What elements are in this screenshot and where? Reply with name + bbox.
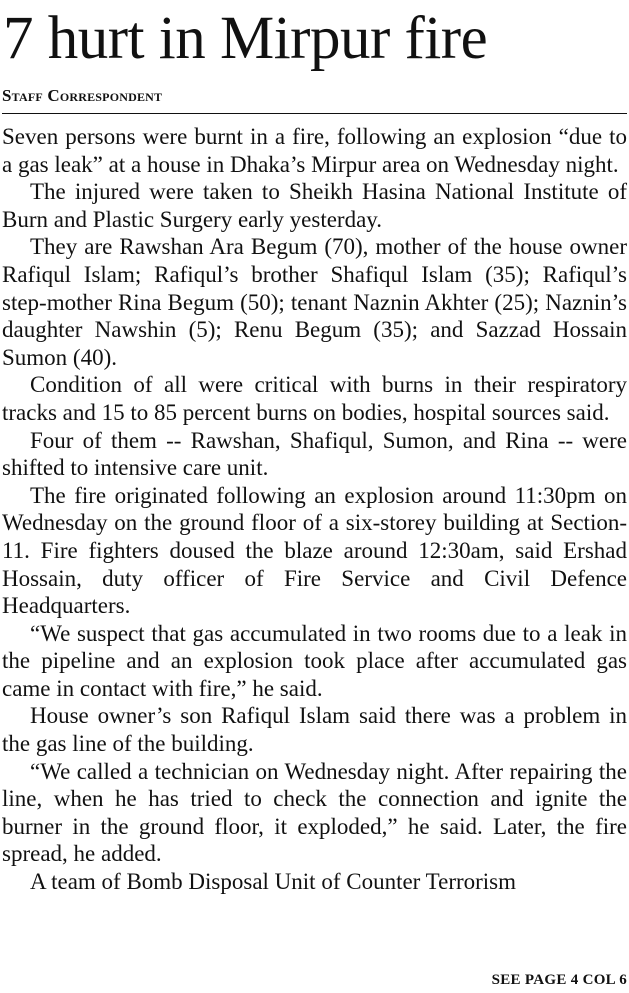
paragraph-7: “We suspect that gas accumulated in two rooms due to a leak in the pipeline and an explosion took place after accumulated gas came in contact with fire,” he said. <box>2 620 627 701</box>
headline: 7 hurt in Mirpur fire <box>3 5 488 72</box>
continuation-note: SEE PAGE 4 COL 6 <box>491 972 627 988</box>
paragraph-9: “We called a technician on Wednesday night. After repairing the line, when he has tried to check the connection and ignite the burner in the ground floor, it exploded,” he said. Later, the fire spread, he added. <box>2 758 627 867</box>
byline-divider <box>2 113 627 114</box>
paragraph-2: The injured were taken to Sheikh Hasina National Institute of Burn and Plastic Surgery early yesterday. <box>2 179 627 232</box>
byline: Staff Correspondent <box>2 86 163 105</box>
paragraph-1: Seven persons were burnt in a fire, following an explosion “due to a gas leak” at a house in Dhaka’s Mirpur area on Wednesday night. <box>2 124 627 177</box>
paragraph-6: The fire originated following an explosion around 11:30pm on Wednesday on the ground floor of a six-storey building at Section-11. Fire fighters doused the blaze around 12:30am, said Ershad Hossain, duty officer of Fire Service and Civil Defence Headquarters. <box>2 482 627 619</box>
paragraph-10: A team of Bomb Disposal Unit of Counter Terrorism <box>30 869 517 895</box>
paragraph-5: Four of them -- Rawshan, Shafiqul, Sumon, and Rina -- were shifted to intensive care unit. <box>2 427 627 481</box>
paragraph-4: Condition of all were critical with burns in their respiratory tracks and 15 to 85 percent burns on bodies, hospital sources said. <box>2 372 627 425</box>
paragraph-8: House owner’s son Rafiqul Islam said there was a problem in the gas line of the building. <box>2 703 627 757</box>
paragraph-3: They are Rawshan Ara Begum (70), mother of the house owner Rafiqul Islam; Rafiqul’s brother Shafiqul Islam (35); Rafiqul’s step-mother Rina Begum (50); tenant Naznin Akhter (25); Naznin’s daughter Nawshin (5); Renu Begum (35); and Sazzad Hossain Sumon (40). <box>2 234 627 370</box>
article-body <box>2 123 627 896</box>
